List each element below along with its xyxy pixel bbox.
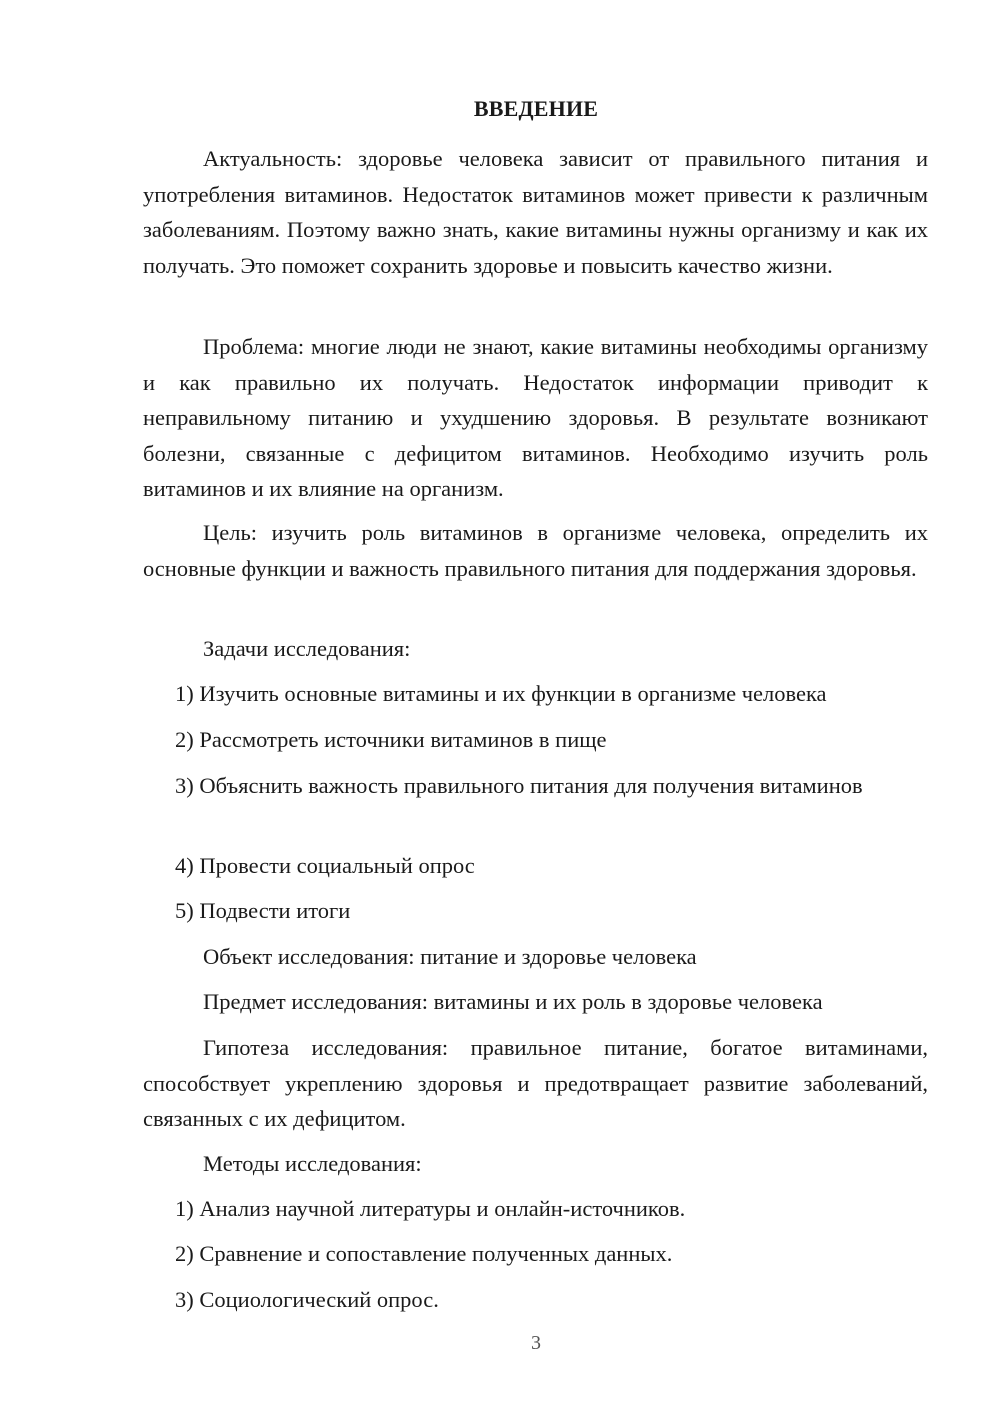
method-item: 1) Анализ научной литературы и онлайн-источников. [175,1196,686,1221]
method-item: 2) Сравнение и сопоставление полученных данных. [175,1241,673,1266]
task-item: 1) Изучить основные витамины и их функции в организме человека [175,681,827,706]
page-number: 3 [531,1332,541,1354]
subject-line: Предмет исследования: витамины и их роль в здоровье человека [203,989,823,1014]
task-item: 5) Подвести итоги [175,898,351,923]
relevance-paragraph: Актуальность: здоровье человека зависит от правильного питания и употребления витаминов. Недостаток витаминов может привести к различным заболеваниям. Поэтому важно знать, какие витамины нужны организму и как их получать. Это поможет сохранить здоровье и повысить качество жизни. [143,146,928,278]
tasks-heading: Задачи исследования: [203,636,411,661]
method-item: 3) Социологический опрос. [175,1287,439,1312]
problem-paragraph: Проблема: многие люди не знают, какие витамины необходимы организму и как правильно их получать. Недостаток информации приводит к неправильному питанию и ухудшению здоровья. В результате возникают болезни, связанные с дефицитом витаминов. Необходимо изучить роль витаминов и их влияние на организм. [143,334,928,501]
page-title: ВВЕДЕНИЕ [473,96,599,121]
hypothesis-paragraph: Гипотеза исследования: правильное питание, богатое витаминами, способствует укреплению здоровья и предотвращает развитие заболеваний, связанных с их дефицитом. [143,1035,928,1131]
goal-paragraph: Цель: изучить роль витаминов в организме человека, определить их основные функции и важность правильного питания для поддержания здоровья. [143,520,928,581]
task-item: 4) Провести социальный опрос [175,853,475,878]
task-item: 2) Рассмотреть источники витаминов в пище [175,727,607,752]
task-item: 3) Объяснить важность правильного питания для получения витаминов [175,773,863,798]
object-line: Объект исследования: питание и здоровье человека [203,944,697,969]
methods-heading: Методы исследования: [203,1151,422,1176]
